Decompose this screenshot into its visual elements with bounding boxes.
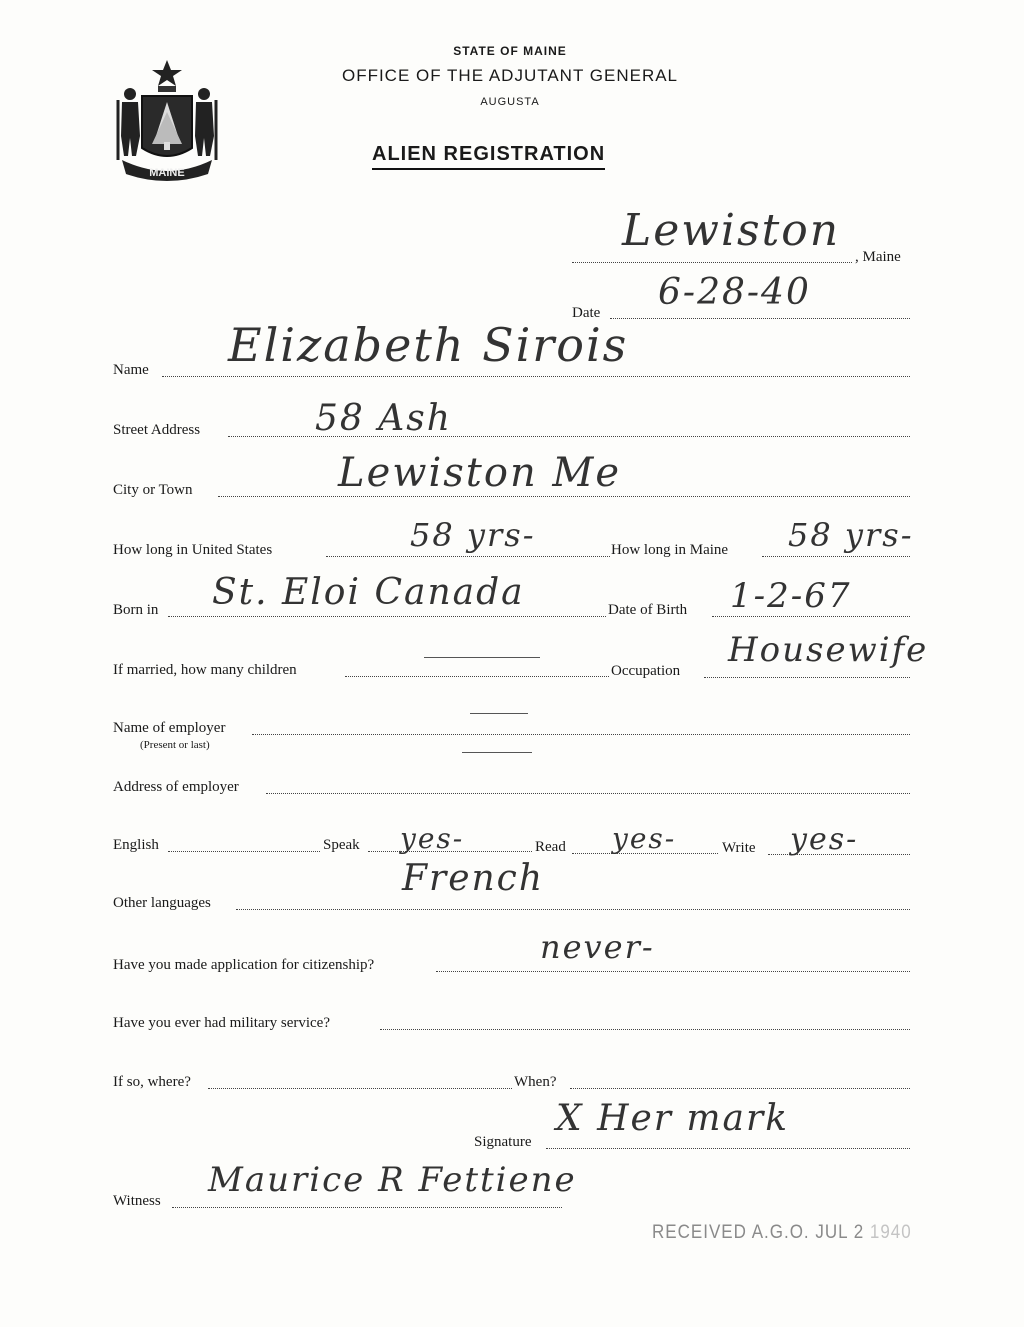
city-or-town-entry: Lewiston Me	[338, 450, 622, 496]
header-office: OFFICE OF THE ADJUTANT GENERAL	[341, 66, 679, 85]
read-entry: yes-	[612, 822, 677, 855]
form-title: ALIEN REGISTRATION	[372, 143, 605, 170]
received-stamp-text: RECEIVED A.G.O. JUL 2	[652, 1220, 865, 1243]
date-entry: 6-28-40	[658, 272, 811, 313]
read-label: Read	[535, 839, 566, 855]
occupation-entry: Housewife	[728, 630, 929, 670]
name-label: Name	[113, 362, 149, 378]
occupation-label: Occupation	[611, 663, 681, 679]
citizenship-label: Have you made application for citizenship?	[113, 957, 375, 973]
seal-banner-text: MAINE	[149, 167, 185, 179]
date-label: Date	[572, 305, 601, 321]
where-label: If so, where?	[113, 1074, 191, 1090]
header-city: AUGUSTA	[480, 96, 540, 108]
maine-suffix-label: , Maine	[855, 249, 901, 265]
write-entry: yes-	[790, 822, 859, 857]
how-long-maine-entry: 58 yrs-	[788, 516, 914, 554]
maine-state-seal	[108, 56, 226, 184]
signature-label: Signature	[474, 1134, 532, 1150]
header-state: STATE OF MAINE	[453, 44, 567, 58]
speak-label: Speak	[323, 837, 360, 853]
children-label: If married, how many children	[113, 662, 297, 678]
signature-entry: X Her mark	[556, 1098, 790, 1139]
witness-label: Witness	[113, 1193, 161, 1209]
born-in-label: Born in	[113, 602, 159, 618]
employer-name-label: Name of employer	[113, 720, 226, 736]
employer-address-blank-dash	[462, 752, 532, 753]
employer-name-blank-dash	[470, 713, 528, 714]
employer-address-label: Address of employer	[113, 779, 239, 795]
how-long-us-label: How long in United States	[113, 542, 273, 558]
how-long-us-entry: 58 yrs-	[410, 516, 536, 554]
write-label: Write	[722, 840, 756, 856]
employer-note-label: (Present or last)	[140, 739, 210, 751]
date-of-birth-label: Date of Birth	[608, 602, 688, 618]
witness-entry: Maurice R Fettiene	[208, 1160, 577, 1200]
street-address-label: Street Address	[113, 422, 201, 438]
when-label: When?	[514, 1074, 557, 1090]
born-in-entry: St. Eloi Canada	[212, 572, 525, 613]
city-or-town-label: City or Town	[113, 482, 193, 498]
name-entry: Elizabeth Sirois	[228, 318, 629, 372]
citizenship-entry: never-	[540, 928, 655, 966]
street-address-entry: 58 Ash	[315, 398, 452, 439]
english-label: English	[113, 837, 159, 853]
children-blank-dash	[424, 657, 540, 658]
how-long-maine-label: How long in Maine	[611, 542, 729, 558]
date-of-birth-entry: 1-2-67	[730, 576, 852, 616]
received-stamp-year: 1940	[869, 1220, 912, 1243]
military-label: Have you ever had military service?	[113, 1015, 330, 1031]
speak-entry: yes-	[400, 822, 465, 855]
town-entry: Lewiston	[622, 205, 841, 256]
other-languages-entry: French	[402, 858, 545, 899]
other-languages-label: Other languages	[113, 895, 211, 911]
received-stamp	[652, 1221, 912, 1244]
